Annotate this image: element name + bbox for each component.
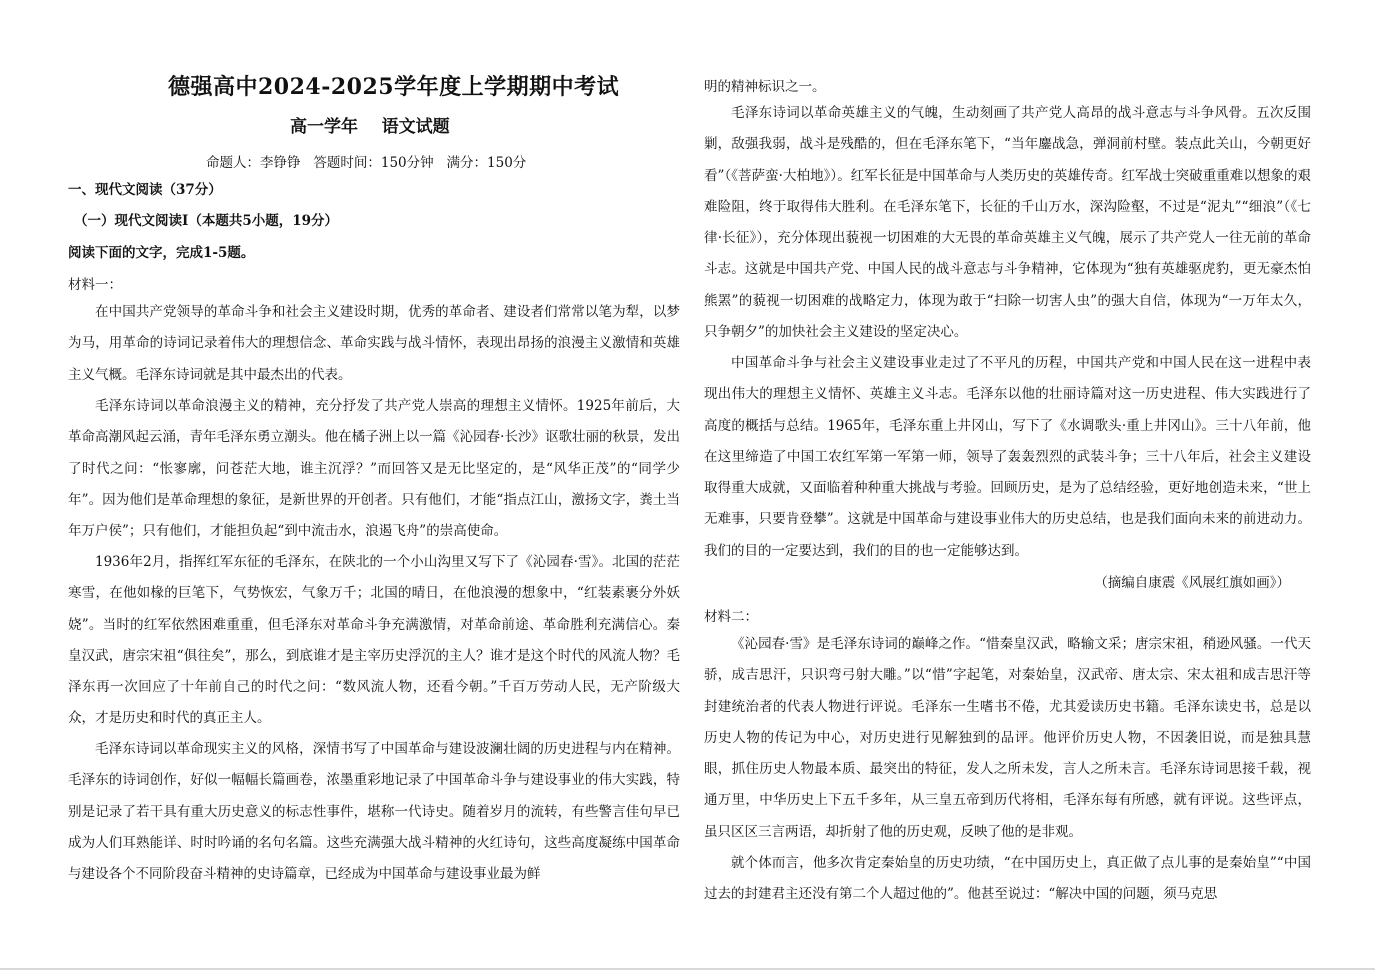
sub-section-heading: （一）现代文阅读Ⅰ（本题共5小题，19分） xyxy=(74,213,338,229)
section-heading: 一、现代文阅读（37分） xyxy=(68,182,222,198)
instruction: 阅读下面的文字，完成1-5题。 xyxy=(68,245,255,261)
exam-meta: 命题人：李铮铮 答题时间：150分钟 满分：150分 xyxy=(206,155,527,171)
source-citation: （摘编自康震《风展红旗如画》） xyxy=(1094,575,1290,591)
material1-label: 材料一： xyxy=(68,277,122,293)
material2-label: 材料二： xyxy=(704,609,758,625)
left-paragraph: 1936年2月，指挥红军东征的毛泽东，在陕北的一个小山沟里又写下了《沁园春·雪》。北国的茫茫寒雪，在他如椽的巨笔下，气势恢宏，气象万千；北国的晴日，在他浪漫的想象中，“红装素裹分外妖娆”。当时的红军依然困难重重，但毛泽东对革命斗争充满激情，对革命前途、革命胜利充满信心。秦皇汉武，唐宗宋祖“俱往矣”，那么，到底谁才是主宰历史浮沉的主人？谁才是这个时代的风流人物？毛泽东再一次回应了十年前自己的时代之问：“数风流人物，还看今朝。”千百万劳动人民，无产阶级大众，才是历史和时代的真正主人。 xyxy=(68,554,680,727)
left-paragraph: 毛泽东诗词以革命现实主义的风格，深情书写了中国革命与建设波澜壮阔的历史进程与内在精神。毛泽东的诗词创作，好似一幅幅长篇画卷，浓墨重彩地记录了中国革命斗争与建设事业的伟大实践，特别是记录了若干具有重大历史意义的标志性事件，堪称一代诗史。随着岁月的流转，有些警言佳句早已成为人们耳熟能详、时时吟诵的名句名篇。这些充满强大战斗精神的火红诗句，这些高度凝练中国革命与建设各个不同阶段奋斗精神的史诗篇章，已经成为中国革命与建设事业最为鲜 xyxy=(68,741,680,883)
right-paragraph: 中国革命斗争与社会主义建设事业走过了不平凡的历程，中国共产党和中国人民在这一进程中表现出伟大的理想主义情怀、英雄主义斗志。毛泽东以他的壮丽诗篇对这一历史进程、伟大实践进行了高度的概括与总结。1965年，毛泽东重上井冈山，写下了《水调歌头·重上井冈山》。三十八年前，他在这里缔造了中国工农红军第一军第一师，领导了轰轰烈烈的武装斗争；三十八年后，社会主义建设取得重大成就，又面临着种种重大挑战与考验。回顾历史，是为了总结经验，更好地创造未来，“世上无难事，只要肯登攀”。这就是中国革命与建设事业伟大的历史总结，也是我们面向未来的前进动力。我们的目的一定要达到，我们的目的也一定能够达到。 xyxy=(704,355,1311,559)
exam-title: 德强高中2024-2025学年度上学期期中考试 xyxy=(168,74,620,100)
material2-paragraph: 就个体而言，他多次肯定秦始皇的历史功绩，“在中国历史上，真正做了点儿事的是秦始皇”“中国过去的封建君主还没有第二个人超过他的”。他甚至说过：“解决中国的问题，须马克思 xyxy=(704,855,1311,903)
right-paragraph: 毛泽东诗词以革命英雄主义的气魄，生动刻画了共产党人高昂的战斗意志与斗争风骨。五次反围剿，敌强我弱，战斗是残酷的，但在毛泽东笔下，“当年鏖战急，弹洞前村壁。装点此关山，今朝更好看”（《菩萨蛮·大柏地》）。红军长征是中国革命与人类历史的英雄传奇。红军战士突破重重难以想象的艰难险阻，终于取得伟大胜利。在毛泽东笔下，长征的千山万水，深沟险壑，不过是“泥丸”“细浪”（《七律·长征》），充分体现出藐视一切困难的大无畏的革命英雄主义气魄，展示了共产党人一往无前的革命斗志。这就是中国共产党、中国人民的战斗意志与斗争精神，它体现为“独有英雄驱虎豹，更无豪杰怕熊罴”的藐视一切困难的战略定力，体现为敢于“扫除一切害人虫”的强大自信，体现为“一万年太久，只争朝夕”的加快社会主义建设的坚定决心。 xyxy=(704,105,1311,341)
right-top-fragment: 明的精神标识之一。 xyxy=(704,79,826,95)
left-paragraph: 在中国共产党领导的革命斗争和社会主义建设时期，优秀的革命者、建设者们常常以笔为犁，以梦为马，用革命的诗词记录着伟大的理想信念、革命实践与战斗情怀，表现出昂扬的浪漫主义激情和英雄主义气概。毛泽东诗词就是其中最杰出的代表。 xyxy=(68,304,680,383)
material2-paragraph: 《沁园春·雪》是毛泽东诗词的巅峰之作。“惜秦皇汉武，略输文采；唐宗宋祖，稍逊风骚。一代天骄，成吉思汗，只识弯弓射大雕。”以“惜”字起笔，对秦始皇，汉武帝、唐太宗、宋太祖和成吉思汗等封建统治者的代表人物进行评说。毛泽东一生嗜书不倦，尤其爱读历史书籍。毛泽东读史书，总是以历史人物的传记为中心，对历史进行见解独到的品评。他评价历史人物，不因袭旧说，而是独具慧眼，抓住历史人物最本质、最突出的特征，发人之所未发，言人之所未言。毛泽东诗词思接千载，视通万里，中华历史上下五千多年，从三皇五帝到历代将相，毛泽东每有所感，就有评说。这些评点，虽只区区三言两语，却折射了他的历史观，反映了他的是非观。 xyxy=(704,636,1311,840)
left-paragraph: 毛泽东诗词以革命浪漫主义的精神，充分抒发了共产党人崇高的理想主义情怀。1925年前后，大革命高潮风起云涌，青年毛泽东勇立潮头。他在橘子洲上以一篇《沁园春·长沙》讴歌壮丽的秋景，发出了时代之问：“怅寥廓，问苍茫大地，谁主沉浮？”而回答又是无比坚定的，是“风华正茂”的“同学少年”。因为他们是革命理想的象征，是新世界的开创者。只有他们，才能“指点江山，激扬文字，粪土当年万户侯”；只有他们，才能担负起“到中流击水，浪遏飞舟”的崇高使命。 xyxy=(68,398,680,540)
page-bottom-edge xyxy=(0,968,1375,970)
exam-subtitle: 高一学年 语文试题 xyxy=(290,117,450,137)
